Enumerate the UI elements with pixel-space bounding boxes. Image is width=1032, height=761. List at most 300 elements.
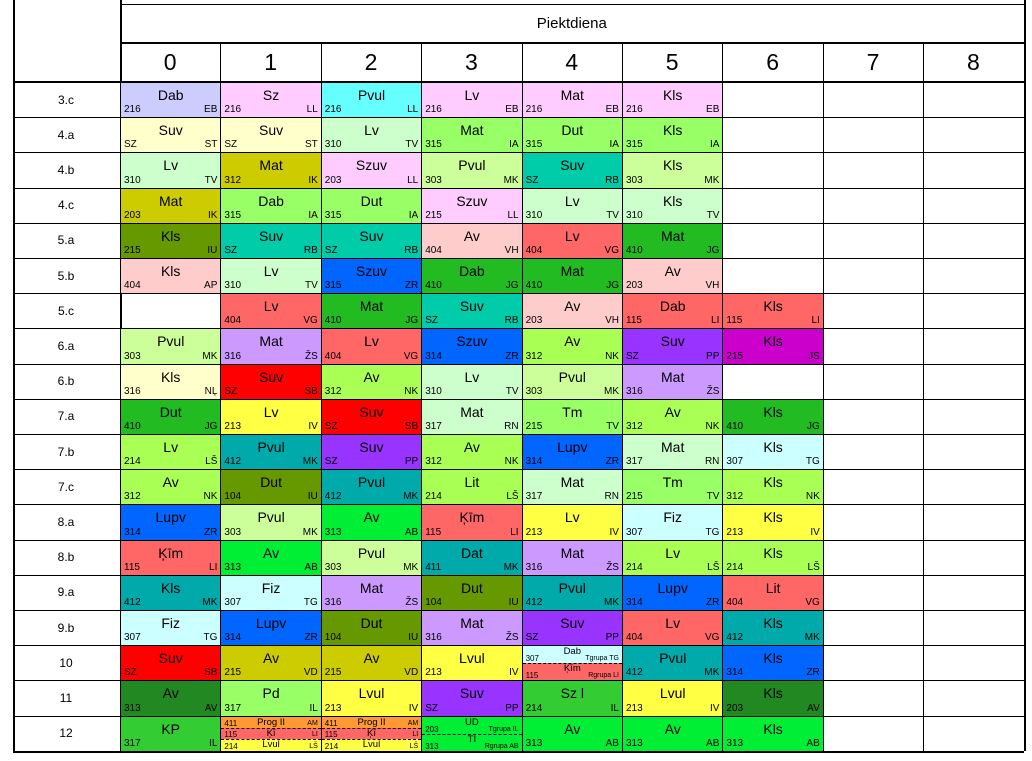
teacher-label: AB [404,526,419,538]
lesson-cell[interactable] [623,329,722,363]
lesson-cell[interactable] [523,505,622,539]
lesson-cell[interactable] [523,646,622,680]
lesson-subgroup [523,663,622,680]
lesson-cell[interactable] [121,329,220,363]
class-label: 8.a [57,514,75,529]
lesson-cell[interactable] [623,435,722,469]
lesson-cell[interactable] [623,118,722,152]
lesson-cell[interactable] [322,576,421,610]
lesson-cell[interactable] [322,83,421,117]
lesson-cell[interactable] [523,365,622,399]
room-label: 216 [124,104,141,116]
lesson-cell[interactable] [523,329,622,363]
lesson-cell[interactable] [322,224,421,258]
lesson-cell[interactable] [723,400,822,434]
lesson-cell[interactable] [121,505,220,539]
lesson-cell[interactable] [121,541,220,575]
lesson-cell[interactable] [221,435,320,469]
room-label: SZ [124,139,137,151]
room-label: 115 [726,315,743,327]
room-label: 314 [224,632,242,644]
room-label: SZ [224,385,238,397]
room-label: 317 [124,737,141,749]
lesson-cell[interactable] [623,470,722,504]
room-label: 203 [525,315,543,327]
lesson-cell[interactable] [121,365,220,399]
lesson-cell[interactable] [422,681,521,715]
lesson-cell[interactable] [723,294,822,328]
subject-label: Prog II [257,716,286,728]
room-label: 404 [726,596,744,608]
lesson-cell[interactable] [121,224,220,258]
teacher-label: IA [609,139,619,151]
lesson-cell[interactable] [221,646,320,680]
lesson-cell[interactable] [221,541,320,575]
lesson-subgroup [221,739,320,750]
subject-label: Suv [158,650,183,667]
lesson-cell[interactable] [623,611,722,645]
lesson-cell[interactable] [322,400,421,434]
lesson-cell[interactable] [322,153,421,187]
lesson-cell[interactable] [422,470,521,504]
lesson-cell[interactable] [221,470,320,504]
subject-label: Mat [359,579,384,596]
room-label: 213 [425,667,442,679]
subject-label: Av [363,368,380,385]
period-header-1: 1 [264,48,277,75]
subject-label: Av [664,720,681,737]
room-label: 307 [726,456,744,468]
room-label: 411 [324,718,338,728]
subject-label: Lupv [255,615,287,631]
room-label: 216 [324,104,342,116]
teacher-label: EB [204,104,218,116]
lesson-cell[interactable] [723,646,822,680]
subject-label: Dab [157,87,184,103]
lesson-cell[interactable] [121,646,220,680]
room-label: 215 [525,420,543,432]
lesson-cell[interactable] [121,717,220,751]
teacher-label: ŽS [405,596,419,608]
teacher-label: LI [412,731,419,739]
subject-label: Kls [763,474,783,491]
lesson-cell[interactable] [422,224,521,258]
teacher-label: RN [504,420,519,432]
lesson-cell[interactable] [723,576,822,610]
class-label: 6.b [57,374,75,389]
lesson-cell[interactable] [221,259,320,293]
room-label: 410 [324,315,342,327]
teacher-label: ZR [706,596,720,608]
room-label: 203 [425,724,439,734]
room-label: 313 [726,737,744,749]
room-label: 104 [425,596,442,608]
teacher-label: NK [605,350,619,362]
subject-label: Kls [763,509,783,526]
lesson-cell[interactable] [422,717,521,751]
lesson-cell[interactable] [422,611,521,645]
subject-label: Pvul [458,157,486,174]
subject-label: Lv [464,368,480,385]
lesson-cell[interactable] [121,576,220,610]
teacher-label: MK [603,596,619,608]
teacher-label: NK [203,491,218,503]
lesson-cell[interactable] [523,576,622,610]
period-header-2: 2 [364,48,378,75]
lesson-cell[interactable] [422,294,521,328]
lesson-cell[interactable] [322,189,421,223]
subject-label: Sz [262,87,280,103]
lesson-cell[interactable] [322,646,421,680]
room-label: 310 [425,385,442,397]
class-label: 4.c [57,198,74,213]
room-label: SZ [525,632,539,644]
lesson-cell[interactable] [723,717,822,751]
teacher-label: ŽS [305,350,318,362]
teacher-label: EB [706,104,720,116]
subject-label: Lv [163,439,179,455]
subject-label: Dut [561,122,584,139]
subject-label: Suv [459,685,484,702]
room-label: 115 [324,730,338,740]
subject-label: Av [363,650,380,667]
subject-label: Pvul [357,474,386,491]
lesson-cell[interactable] [121,189,220,223]
subject-label: Prog II [357,716,386,728]
teacher-label: VG [604,244,619,256]
lesson-cell[interactable] [322,259,421,293]
room-label: 216 [224,104,242,116]
lesson-cell[interactable] [723,541,822,575]
subject-label: Mat [661,439,685,455]
lesson-cell[interactable] [422,189,521,223]
teacher-label: IV [709,702,720,714]
teacher-label: TV [706,491,720,503]
lesson-cell[interactable] [623,681,722,715]
teacher-label: SB [404,420,419,432]
class-label: 12 [59,726,73,741]
room-label: SZ [525,174,539,186]
subject-label: Av [664,403,681,420]
room-label: 312 [425,456,442,468]
subject-label: Ķīm [563,663,581,675]
teacher-label: IA [308,209,318,221]
teacher-label: LŠ [409,742,419,750]
teacher-label: AB [706,737,720,749]
room-label: 303 [425,174,442,186]
lesson-cell[interactable] [221,717,320,751]
room-label: 115 [124,561,140,573]
class-label: 10 [59,655,73,670]
teacher-label: IK [308,174,318,186]
lesson-cell[interactable] [121,435,220,469]
lesson-cell[interactable] [422,400,521,434]
subject-label: Lvul [262,739,280,751]
lesson-cell[interactable] [221,576,320,610]
subject-label: Av [664,263,681,279]
teacher-label: LI [811,315,820,327]
room-label: 315 [324,280,342,292]
lesson-cell[interactable] [322,435,421,469]
lesson-subgroup [422,734,521,751]
group-divider [422,734,521,735]
lesson-cell[interactable] [221,365,320,399]
lesson-cell[interactable] [322,717,421,751]
subject-label: Kls [160,579,181,596]
teacher-label: TV [606,209,619,221]
lesson-cell[interactable] [623,153,722,187]
teacher-label: AB [304,561,318,573]
lesson-cell[interactable] [623,717,722,751]
teacher-label: LŠ [506,491,519,503]
teacher-label: MK [202,596,218,608]
lesson-cell[interactable] [623,576,722,610]
subject-label: Pvul [257,509,285,526]
room-label: 312 [124,491,141,503]
lesson-cell[interactable] [121,118,220,152]
lesson-cell[interactable] [623,365,722,399]
subject-label: Kls [763,615,783,631]
teacher-label: MK [302,456,318,468]
lesson-cell[interactable] [523,400,622,434]
teacher-label: IA [509,139,519,151]
room-label: 215 [124,244,141,256]
subject-label: Lupv [155,509,186,526]
lesson-cell[interactable] [523,224,622,258]
lesson-cell[interactable] [121,259,220,293]
room-label: 215 [324,667,342,679]
lesson-cell[interactable] [322,541,421,575]
teacher-label: PP [404,456,419,468]
room-label: 317 [224,702,242,714]
teacher-label: ZR [505,350,519,362]
lesson-cell[interactable] [623,505,722,539]
lesson-cell[interactable] [221,153,320,187]
teacher-label: TG [303,596,318,608]
room-label: 313 [525,737,543,749]
teacher-label: ZR [204,526,218,538]
room-label: 310 [224,280,242,292]
teacher-label: AM [307,719,318,727]
period-header-7: 7 [866,48,880,75]
teacher-label: LL [407,104,419,116]
lesson-cell[interactable] [121,470,220,504]
room-label: 310 [324,139,342,151]
teacher-label: RN [704,456,720,468]
lesson-cell[interactable] [221,400,320,434]
subject-label: Kls [160,368,181,385]
lesson-cell[interactable] [523,717,622,751]
teacher-label: AB [806,737,820,749]
lesson-cell[interactable] [523,541,622,575]
lesson-cell[interactable] [623,224,722,258]
lesson-cell[interactable] [221,294,320,328]
group-divider [322,728,421,729]
teacher-label: IA [709,139,720,151]
subject-label: Kls [763,298,783,315]
teacher-label: VD [303,667,318,679]
subject-label: Mat [560,474,584,491]
teacher-label: RB [504,315,519,327]
lesson-cell[interactable] [723,329,822,363]
lesson-cell[interactable] [523,259,622,293]
lesson-cell[interactable] [322,329,421,363]
lesson-cell[interactable] [623,400,722,434]
teacher-label: EB [505,104,519,116]
subject-label: Lit [464,474,480,491]
teacher-label: LL [507,209,519,221]
room-label: 315 [525,139,543,151]
lesson-cell[interactable] [723,681,822,715]
subject-label: Mat [359,298,384,315]
teacher-label: JG [606,280,619,292]
lesson-cell[interactable] [221,224,320,258]
lesson-cell[interactable] [121,400,220,434]
teacher-label: NK [504,456,519,468]
lesson-cell[interactable] [221,83,320,117]
room-label: 303 [124,350,141,362]
lesson-cell[interactable] [623,294,722,328]
class-label: 7.a [57,409,75,424]
lesson-cell[interactable] [422,576,521,610]
lesson-cell[interactable] [623,189,722,223]
lesson-cell[interactable] [221,505,320,539]
subject-label: Lv [364,333,379,350]
teacher-label: MK [403,491,419,503]
room-label: 213 [626,702,643,714]
subject-label: Szuv [355,263,388,279]
lesson-cell[interactable] [221,611,320,645]
teacher-label: ŽS [505,632,519,644]
subject-label: KP [161,720,181,737]
subject-label: Suv [359,227,384,244]
teacher-label: AB [605,737,619,749]
room-label: 317 [626,456,643,468]
teacher-label: LI [209,561,218,573]
room-label: 214 [324,741,339,751]
lesson-cell[interactable] [422,259,521,293]
room-label: 411 [425,561,442,573]
subject-label: TI [467,733,477,745]
teacher-label: VG [403,350,419,362]
room-label: 215 [425,209,442,221]
lesson-cell[interactable] [523,83,622,117]
lesson-cell[interactable] [221,118,320,152]
lesson-cell[interactable] [422,435,521,469]
room-label: 312 [726,491,744,503]
lesson-cell[interactable] [723,470,822,504]
subject-label: Av [363,509,380,526]
lesson-cell[interactable] [623,646,722,680]
subject-label: Suv [560,157,585,174]
lesson-cell[interactable] [121,681,220,715]
subject-label: Pd [262,685,280,702]
lesson-cell[interactable] [523,435,622,469]
teacher-label: TV [606,420,619,432]
room-label: SZ [324,244,338,256]
lesson-cell[interactable] [121,83,220,117]
lesson-cell[interactable] [623,541,722,575]
subject-label: Ķīm [459,509,485,526]
lesson-cell[interactable] [322,681,421,715]
lesson-cell[interactable] [723,611,822,645]
lesson-cell[interactable] [221,189,320,223]
lesson-cell[interactable] [221,329,320,363]
lesson-cell[interactable] [422,646,521,680]
room-label: 410 [124,420,141,432]
subject-label: Suv [660,333,685,350]
teacher-label: NK [805,491,820,503]
room-label: 216 [626,104,643,116]
class-label: 4.b [57,162,75,177]
lesson-cell[interactable] [623,83,722,117]
lesson-cell[interactable] [322,365,421,399]
teacher-label: MK [704,174,720,186]
lesson-cell[interactable] [523,189,622,223]
lesson-cell[interactable] [121,611,220,645]
room-label: 203 [626,280,643,292]
room-label: 404 [525,244,543,256]
lesson-cell[interactable] [422,505,521,539]
room-label: 216 [425,104,442,116]
lesson-cell[interactable] [523,118,622,152]
class-label: 3.c [57,92,74,107]
teacher-label: IA [408,209,419,221]
teacher-label: NK [404,385,419,397]
period-header-5: 5 [665,48,679,75]
teacher-label: SB [204,667,218,679]
room-label: 214 [224,741,238,751]
subject-label: Fiz [161,615,181,631]
room-label: 104 [224,491,242,503]
lesson-cell[interactable] [322,470,421,504]
room-label: 316 [124,385,141,397]
lesson-cell[interactable] [422,153,521,187]
lesson-cell[interactable] [221,681,320,715]
lesson-cell[interactable] [422,541,521,575]
lesson-cell[interactable] [723,435,822,469]
lesson-cell[interactable] [322,118,421,152]
lesson-cell[interactable] [523,681,622,715]
teacher-label: MK [503,561,519,573]
lesson-cell[interactable] [422,83,521,117]
room-label: 316 [324,596,342,608]
subject-label: Pvul [357,544,386,561]
teacher-label: IL [610,702,619,714]
lesson-cell[interactable] [322,505,421,539]
lesson-cell[interactable] [723,505,822,539]
lesson-cell[interactable] [322,294,421,328]
teacher-label: JG [405,315,419,327]
lesson-cell[interactable] [623,259,722,293]
lesson-cell[interactable] [523,153,622,187]
class-label: 9.b [57,620,75,635]
lesson-cell[interactable] [322,611,421,645]
teacher-label: TG [203,632,218,644]
lesson-cell[interactable] [523,294,622,328]
lesson-cell[interactable] [523,470,622,504]
subject-label: Tm [662,474,683,491]
subject-label: Ķīm [158,544,184,561]
teacher-label: JG [204,420,218,432]
subject-label: UD [465,716,479,728]
lesson-cell[interactable] [121,153,220,187]
lesson-cell[interactable] [422,365,521,399]
lesson-cell[interactable] [523,611,622,645]
lesson-cell[interactable] [422,329,521,363]
room-label: 314 [425,350,442,362]
lesson-cell[interactable] [422,118,521,152]
